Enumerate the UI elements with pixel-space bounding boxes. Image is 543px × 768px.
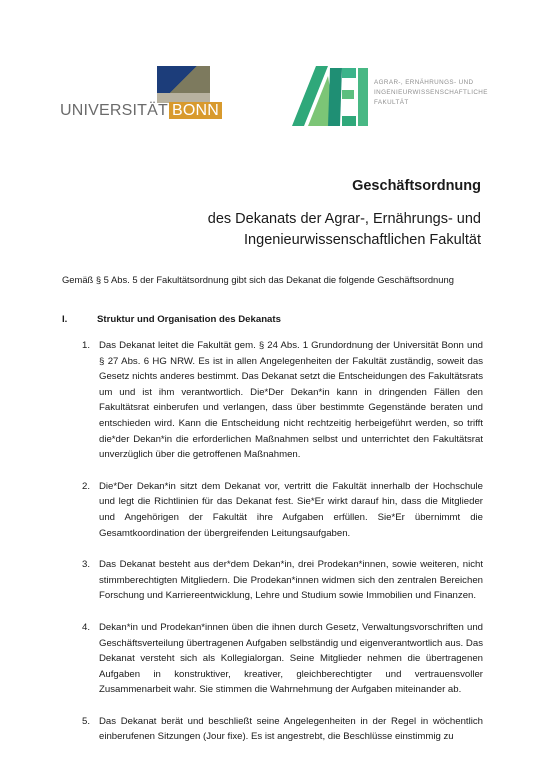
faculty-logo bbox=[290, 62, 515, 132]
list-item-number: 2. bbox=[82, 480, 91, 492]
section-heading bbox=[62, 314, 281, 325]
document-title: Geschäftsordnung bbox=[352, 178, 481, 194]
university-bonn-logo bbox=[60, 66, 220, 124]
faculty-logo-mark-icon bbox=[290, 62, 370, 128]
list-item bbox=[82, 479, 483, 541]
list-item-text: Das Dekanat besteht aus der*dem Dekan*in, drei Prodekan*innen, sowie weiteren, nicht stimmberechtigten Mitgliedern. Die Prodekan*innen widmen sich den zentralen Bereichen Forschung und Karriereentwicklung, Lehre und Studium sowie Immobilien und Finanzen. bbox=[99, 559, 483, 602]
subtitle-line: Ingenieurwissenschaftlichen Fakultät bbox=[244, 232, 481, 248]
bonn-logo-city: BONN bbox=[169, 102, 222, 119]
list-item-text: Das Dekanat leitet die Fakultät gem. § 24 Abs. 1 Grundordnung der Universität Bonn und § 27 Abs. 6 HG NRW. Es ist in allen Angelegenheiten der Fakultät zuständig, soweit das Gesetz nichts anderes bestimmt. Das Dekanat setzt die Entscheidungen des Fakultätsrats um und ist ihm verantwortlich. Die*Der Dekan*in kann in dringenden Fällen den Fakultätsrat einberufen und verlangen, dass über bestimmte Gegenstände beraten und entschieden wird. Kann die Entscheidung nicht rechtzeitig herbeigeführt werden, so trifft die*der Dekan*in die erforderlichen Maßnahmen selbst und unterrichtet den Fakultätsrat unverzüglich über die getroffenen Maßnahmen. bbox=[99, 340, 483, 461]
document-subtitle bbox=[208, 209, 481, 251]
list-item-text: Das Dekanat berät und beschließt seine Angelegenheiten in der Regel in wöchentlich einberufenen Sitzungen (Jour fixe). Es ist angestrebt, die Beschlüsse einstimmig zu bbox=[99, 715, 483, 743]
bonn-logo-wordmark bbox=[60, 102, 222, 120]
list-item bbox=[82, 620, 483, 698]
numbered-list bbox=[82, 338, 483, 761]
subtitle-line: des Dekanats der Agrar-, Ernährungs- und bbox=[207, 211, 481, 227]
list-item bbox=[82, 714, 483, 745]
list-item-number: 1. bbox=[82, 340, 91, 351]
list-item-number: 4. bbox=[82, 621, 91, 633]
list-item-number: 5. bbox=[82, 715, 91, 727]
faculty-logo-line: INGENIEURWISSENSCHAFTLICHE bbox=[374, 89, 488, 96]
faculty-logo-line: AGRAR-, ERNÄHRUNGS- UND bbox=[374, 79, 474, 86]
bonn-logo-square bbox=[157, 66, 210, 93]
section-number: I. bbox=[62, 314, 68, 325]
faculty-logo-line: FAKULTÄT bbox=[374, 99, 409, 106]
list-item-text: Die*Der Dekan*in sitzt dem Dekanat vor, vertritt die Fakultät innerhalb der Hochschule und legt die Richtlinien für das Dekanat fest. Sie*Er wirkt darauf hin, dass die Mitglieder und Angehörigen der Fakultät ihre Aufgaben erfüllen. Sie*Er übernimmt die Gesamtkoordination der übergreifenden Leitungsaufgaben. bbox=[99, 480, 483, 539]
faculty-logo-text bbox=[374, 78, 488, 108]
list-item bbox=[82, 557, 483, 604]
list-item-text: Dekan*in und Prodekan*innen üben die ihnen durch Gesetz, Verwaltungsvorschriften und Geschäftsverteilung übertragenen Aufgaben selbständig und eigenverantwortlich aus. Das Dekanat versteht sich als Kollegialorgan. Seine Mitglieder nehmen die übertragenen Aufgaben in konstruktiver, kreativer, gleichberechtigter und vertrauensvoller Zusammenarbeit wahr. Sie stimmen die Wahrnehmung der Aufgaben miteinander ab. bbox=[99, 621, 483, 696]
section-title: Struktur und Organisation des Dekanats bbox=[97, 314, 281, 325]
list-item bbox=[82, 338, 483, 463]
intro-paragraph: Gemäß § 5 Abs. 5 der Fakultätsordnung gibt sich das Dekanat die folgende Geschäftsordnung bbox=[62, 274, 454, 285]
bonn-logo-prefix: UNIVERSITÄT bbox=[60, 102, 168, 119]
list-item-number: 3. bbox=[82, 559, 91, 571]
